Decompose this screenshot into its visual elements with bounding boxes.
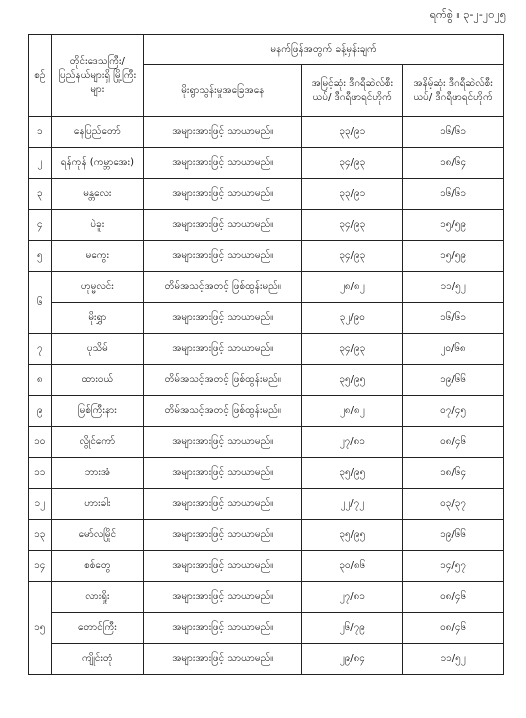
forecast-text: အများအားဖြင့် သာယာမည်။ [144,458,302,489]
city-name: မိုးရွှာ [51,303,144,334]
max-temp: ၃၀/၈၆ [302,551,403,582]
row-number: ၅ [29,241,52,272]
table-row [29,179,504,210]
header-number: စဉ် [29,35,52,117]
table-row [29,489,504,520]
min-temp: ၀၈/၄၆ [403,613,504,644]
city-name: မန္တလေး [51,179,144,210]
row-number: ၁၄ [29,551,52,582]
weather-forecast-table [28,34,504,675]
forecast-text: အများအားဖြင့် သာယာမည်။ [144,334,302,365]
row-number: ၃ [29,179,52,210]
forecast-text: တိမ်အသင့်အတင့် ဖြစ်ထွန်းမည်။ [144,396,302,427]
min-temp: ၁၁/၅၂ [403,644,504,675]
city-name: မြစ်ကြီးနား [51,396,144,427]
table-row [29,520,504,551]
min-temp: ၁၈/၆၄ [403,148,504,179]
row-number: ၁၂ [29,489,52,520]
min-temp: ၁၉/၆၆ [403,365,504,396]
row-number: ၂ [29,148,52,179]
city-name: မကွေး [51,241,144,272]
table-row [29,210,504,241]
min-temp: ၁၉/၆၆ [403,520,504,551]
city-name: ဘားအံ [51,458,144,489]
forecast-text: တိမ်အသင့်အတင့် ဖြစ်ထွန်းမည်။ [144,272,302,303]
min-temp: ၁၁/၅၂ [403,272,504,303]
city-name: လားရှိုး [51,582,144,613]
forecast-text: အများအားဖြင့် သာယာမည်။ [144,210,302,241]
row-number: ၄ [29,210,52,241]
header-city: တိုင်းဒေသကြီး/ ပြည်နယ်များရှိ မြို့ကြီးများ [51,35,144,117]
table-row [29,303,504,334]
forecast-text: အများအားဖြင့် သာယာမည်။ [144,427,302,458]
max-temp: ၂၆/၇၉ [302,613,403,644]
max-temp: ၃၄/၉၃ [302,241,403,272]
forecast-text: အများအားဖြင့် သာယာမည်။ [144,489,302,520]
city-name: တောင်ကြီး [51,613,144,644]
forecast-text: အများအားဖြင့် သာယာမည်။ [144,303,302,334]
table-row [29,396,504,427]
max-temp: ၃၃/၉၁ [302,117,403,148]
city-name: ပုသိမ် [51,334,144,365]
max-temp: ၃၄/၉၃ [302,334,403,365]
forecast-text: အများအားဖြင့် သာယာမည်။ [144,520,302,551]
max-temp: ၂၂/၇၂ [302,489,403,520]
max-temp: ၃၃/၉၁ [302,179,403,210]
city-name: ဟားခါး [51,489,144,520]
min-temp: ၁၆/၆၁ [403,303,504,334]
table-row [29,644,504,675]
forecast-text: အများအားဖြင့် သာယာမည်။ [144,179,302,210]
row-number: ၁၃ [29,520,52,551]
city-name: ပဲခူး [51,210,144,241]
table-row [29,241,504,272]
max-temp: ၂၈/၈၂ [302,272,403,303]
city-name: စစ်တွေ [51,551,144,582]
min-temp: ၀၈/၄၆ [403,427,504,458]
max-temp: ၃၅/၉၅ [302,520,403,551]
min-temp: ၀၃/၃၇ [403,489,504,520]
forecast-text: အများအားဖြင့် သာယာမည်။ [144,551,302,582]
table-row [29,117,504,148]
min-temp: ၁၅/၅၉ [403,210,504,241]
max-temp: ၂၇/၈၁ [302,582,403,613]
table-row [29,427,504,458]
table-row [29,334,504,365]
min-temp: ၁၆/၆၁ [403,179,504,210]
header-min-temp: အနိမ့်ဆုံး ဒီဂရီဆဲလ်စီးယပ်/ ဒီဂရီဖာရင်ဟိုက် [403,65,504,117]
max-temp: ၃၄/၉၃ [302,210,403,241]
table-row [29,582,504,613]
min-temp: ၀၈/၄၆ [403,582,504,613]
city-name: ဟုမ္မလင်း [51,272,144,303]
forecast-text: အများအားဖြင့် သာယာမည်။ [144,148,302,179]
city-name: မော်လမြိုင် [51,520,144,551]
row-number: ၁ [29,117,52,148]
table-row [29,551,504,582]
table-row [29,148,504,179]
row-number: ၁၅ [29,582,52,675]
city-name: လွိုင်ကော် [51,427,144,458]
forecast-text: အများအားဖြင့် သာယာမည်။ [144,613,302,644]
table-row [29,365,504,396]
row-number: ၉ [29,396,52,427]
min-temp: ၁၄/၅၇ [403,551,504,582]
max-temp: ၂၈/၈၂ [302,396,403,427]
row-number: ၇ [29,334,52,365]
max-temp: ၃၂/၉၀ [302,303,403,334]
city-name: ကျိုင်းတုံ [51,644,144,675]
forecast-text: အများအားဖြင့် သာယာမည်။ [144,582,302,613]
row-number: ၁၁ [29,458,52,489]
max-temp: ၃၅/၉၅ [302,458,403,489]
max-temp: ၃၅/၉၅ [302,365,403,396]
forecast-text: တိမ်အသင့်အတင့် ဖြစ်ထွန်းမည်။ [144,365,302,396]
report-date: ရက်စွဲ ။ ၃-၂-၂၀၂၅ [429,8,506,21]
table-row [29,272,504,303]
city-name: နေပြည်တော် [51,117,144,148]
min-temp: ၀၇/၄၅ [403,396,504,427]
max-temp: ၂၇/၈၁ [302,427,403,458]
min-temp: ၂၀/၆၈ [403,334,504,365]
city-name: ထားဝယ် [51,365,144,396]
row-number: ၁၀ [29,427,52,458]
forecast-text: အများအားဖြင့် သာယာမည်။ [144,117,302,148]
min-temp: ၁၅/၅၉ [403,241,504,272]
row-number: ၈ [29,365,52,396]
max-temp: ၃၄/၉၃ [302,148,403,179]
max-temp: ၂၉/၈၄ [302,644,403,675]
forecast-text: အများအားဖြင့် သာယာမည်။ [144,644,302,675]
header-rain-condition: မိုးရွာသွန်းမှုအခြေအနေ [144,65,302,117]
row-number: ၆ [29,272,52,334]
table-row [29,458,504,489]
city-name: ရန်ကုန် (ကမ္ဘာအေး) [51,148,144,179]
min-temp: ၁၈/၆၄ [403,458,504,489]
table-row [29,613,504,644]
min-temp: ၁၆/၆၁ [403,117,504,148]
forecast-text: အများအားဖြင့် သာယာမည်။ [144,241,302,272]
header-max-temp: အမြင့်ဆုံး ဒီဂရီဆဲလ်စီးယပ်/ ဒီဂရီဖာရင်ဟိုက် [302,65,403,117]
header-forecast-group: မနက်ဖြန်အတွက် ခန့်မှန်းချက် [144,35,504,65]
